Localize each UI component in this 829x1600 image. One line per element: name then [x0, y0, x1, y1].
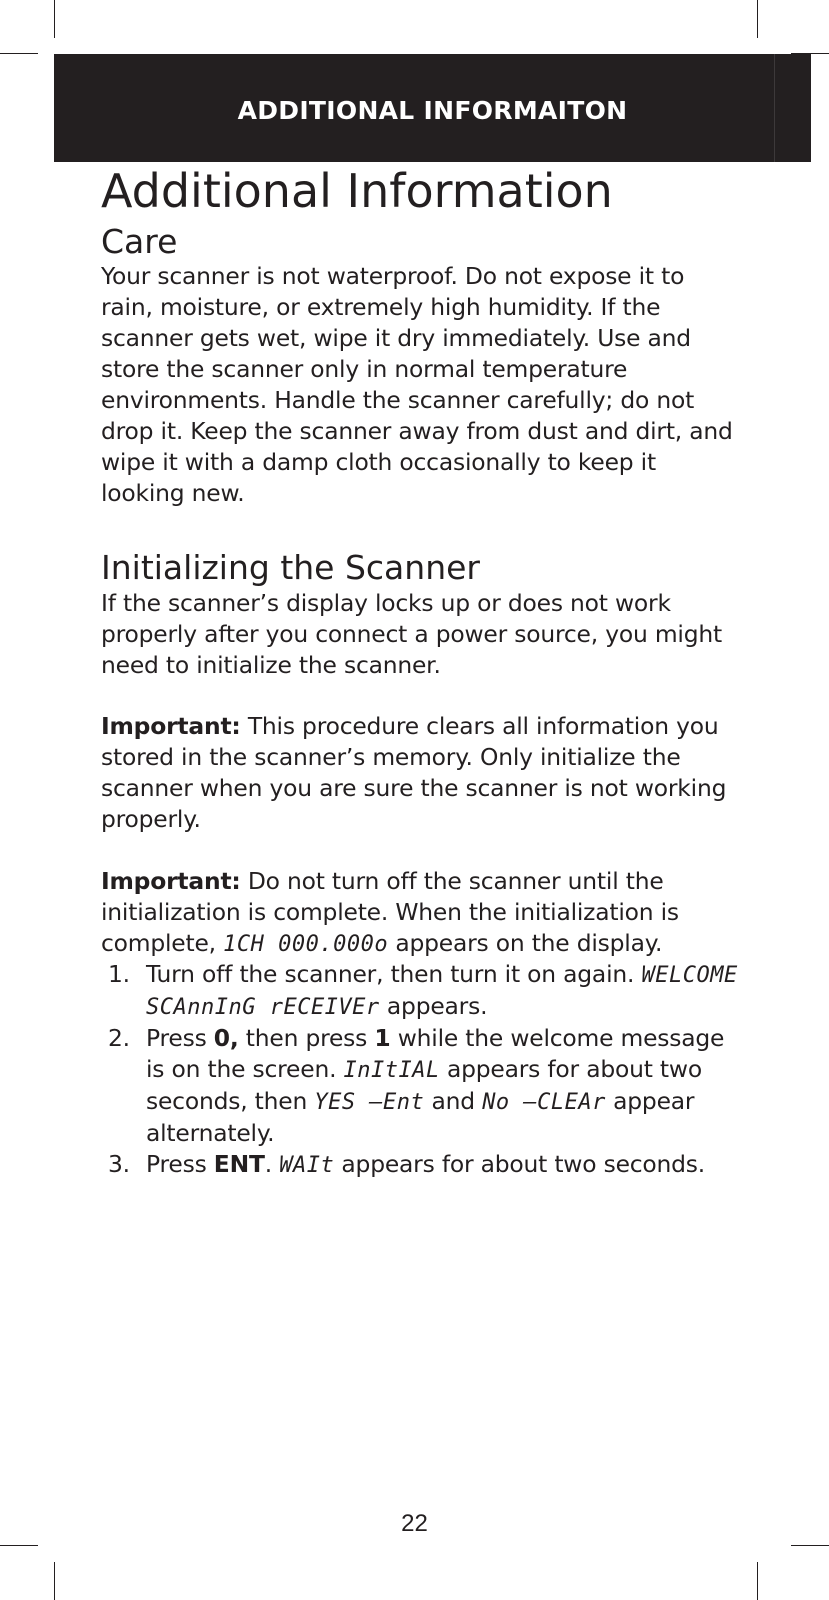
crop-mark-bottom-right	[757, 1562, 758, 1600]
crop-mark-top-left	[54, 0, 55, 38]
step-text: Turn off the scanner, then turn it on again.	[146, 960, 642, 988]
step-text: Press	[146, 1150, 214, 1178]
step-text: then press	[238, 1024, 375, 1052]
step-text: appear alternately.	[146, 1087, 695, 1147]
care-paragraph: Your scanner is not waterproof. Do not expose it to rain, moisture, or extremely high humidity. If the scanner gets wet, wipe it dry immediately. Use and store the scanner only in normal temperature environments. Handle the scanner carefully; do not drop it. Keep the scanner away from dust and dirt, and wipe it with a damp cloth occasionally to keep it looking new.	[101, 262, 733, 507]
lcd-display-text: WAIt	[279, 1153, 335, 1178]
initializing-heading: Initializing the Scanner	[101, 548, 480, 587]
lcd-display-text: YES —Ent	[314, 1090, 425, 1115]
step-text: while the welcome message is on the screen.	[146, 1024, 725, 1083]
important-note-text: This procedure clears all information you stored in the scanner’s memory. Only initialize the scanner when you are sure the scanner is not working properly.	[101, 712, 727, 833]
step-text: and	[424, 1087, 483, 1115]
crop-mark-bottom-right-h	[791, 1545, 829, 1546]
crop-mark-bottom-left	[54, 1562, 55, 1600]
step-number: 2.	[108, 1024, 130, 1052]
step-text: appears.	[379, 992, 488, 1020]
step-text: appears for about two seconds, then	[146, 1055, 702, 1115]
step-text: .	[264, 1150, 280, 1178]
page-number: 22	[401, 1510, 428, 1537]
important-note-power	[101, 866, 741, 960]
section-header-title: ADDITIONAL INFORMAITON	[237, 96, 628, 125]
lcd-display-text: InItIAL	[343, 1058, 440, 1083]
step-text: Press	[146, 1024, 214, 1052]
initializing-paragraph: If the scanner’s display locks up or does not work properly after you connect a power source, you might need to initialize the scanner.	[101, 589, 722, 679]
important-note-text-end: appears on the display.	[388, 929, 663, 957]
step-item	[108, 959, 748, 1023]
care-heading: Care	[101, 222, 178, 261]
lcd-display-text: No —CLEAr	[482, 1090, 606, 1115]
step-item	[108, 1023, 748, 1149]
key-name: 0,	[213, 1024, 239, 1052]
section-header-band	[54, 54, 811, 162]
lcd-display-text: 1CH 000.000o	[223, 932, 389, 957]
key-name: 1	[374, 1024, 391, 1052]
step-number: 1.	[108, 960, 130, 988]
lcd-display-text: WELCOME SCAnnInG rECEIVEr	[146, 963, 738, 1020]
step-item	[108, 1149, 748, 1181]
initialization-steps	[108, 959, 748, 1181]
important-label: Important:	[101, 867, 241, 895]
important-note-text: Do not turn off the scanner until the initialization is complete. When the initialization is complete,	[101, 867, 679, 957]
crop-mark-bottom-left-h	[0, 1545, 38, 1546]
important-label: Important:	[101, 712, 241, 740]
page-title: Additional Information	[101, 164, 613, 218]
step-text: appears for about two seconds.	[334, 1150, 706, 1178]
crop-mark-top-left-h	[0, 53, 38, 54]
key-name: ENT	[213, 1150, 265, 1178]
important-note-memory	[101, 711, 741, 835]
step-number: 3.	[108, 1150, 130, 1178]
crop-mark-top-right	[757, 0, 758, 38]
